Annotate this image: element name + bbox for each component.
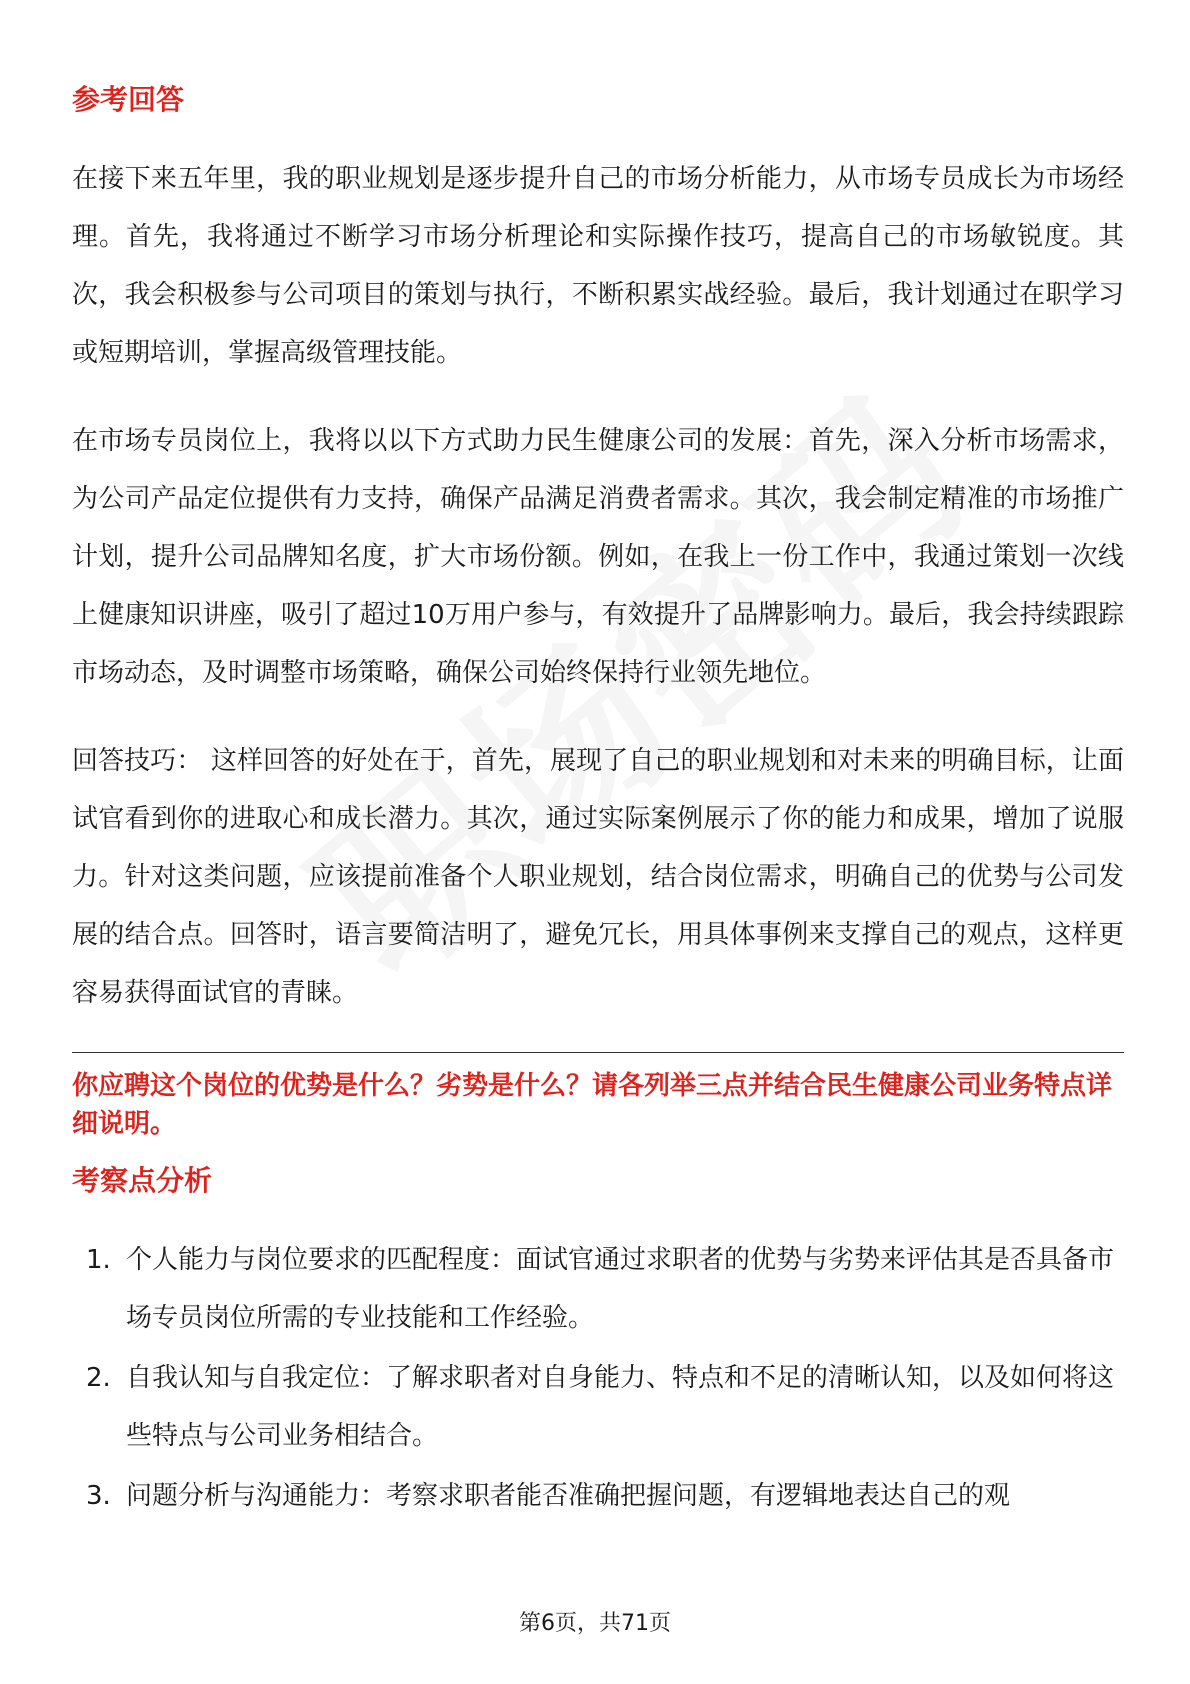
list-item	[72, 1349, 1124, 1465]
analysis-points-list	[72, 1231, 1124, 1525]
section-divider	[72, 1052, 1124, 1053]
list-item-number: 1.	[86, 1245, 111, 1275]
list-item-text: 问题分析与沟通能力：考察求职者能否准确把握问题，有逻辑地表达自己的观	[126, 1481, 1011, 1511]
page-number-footer: 第6页，共71页	[519, 1611, 671, 1636]
reference-answer-heading: 参考回答	[72, 83, 185, 116]
answer-paragraph-2: 在市场专员岗位上，我将以以下方式助力民生健康公司的发展：首先，深入分析市场需求，为公司产品定位提供有力支持，确保产品满足消费者需求。其次，我会制定精准的市场推广计划，提升公司品牌知名度，扩大市场份额。例如，在我上一份工作中，我通过策划一次线上健康知识讲座，吸引了超过10万用户参与，有效提升了品牌影响力。最后，我会持续跟踪市场动态，及时调整市场策略，确保公司始终保持行业领先地位。	[72, 426, 1124, 688]
list-item-number: 2.	[86, 1363, 111, 1393]
list-item	[72, 1231, 1124, 1347]
document-page	[72, 70, 1124, 1527]
list-item-text: 个人能力与岗位要求的匹配程度：面试官通过求职者的优势与劣势来评估其是否具备市场专员岗位所需的专业技能和工作经验。	[126, 1245, 1115, 1333]
analysis-heading: 考察点分析	[72, 1164, 213, 1197]
list-item-number: 3.	[86, 1481, 111, 1511]
interview-question: 你应聘这个岗位的优势是什么？劣势是什么？请各列举三点并结合民生健康公司业务特点详细说明。	[72, 1071, 1113, 1139]
answer-tips-paragraph: 回答技巧： 这样回答的好处在于，首先，展现了自己的职业规划和对未来的明确目标，让面试官看到你的进取心和成长潜力。其次，通过实际案例展示了你的能力和成果，增加了说服力。针对这类问题，应该提前准备个人职业规划，结合岗位需求，明确自己的优势与公司发展的结合点。回答时，语言要简洁明了，避免冗长，用具体事例来支撑自己的观点，这样更容易获得面试官的青睐。	[72, 746, 1124, 1008]
list-item-text: 自我认知与自我定位：了解求职者对自身能力、特点和不足的清晰认知，以及如何将这些特点与公司业务相结合。	[126, 1363, 1115, 1451]
answer-paragraph-1: 在接下来五年里，我的职业规划是逐步提升自己的市场分析能力，从市场专员成长为市场经理。首先，我将通过不断学习市场分析理论和实际操作技巧，提高自己的市场敏锐度。其次，我会积极参与公司项目的策划与执行，不断积累实战经验。最后，我计划通过在职学习或短期培训，掌握高级管理技能。	[72, 164, 1124, 368]
list-item	[72, 1467, 1124, 1525]
